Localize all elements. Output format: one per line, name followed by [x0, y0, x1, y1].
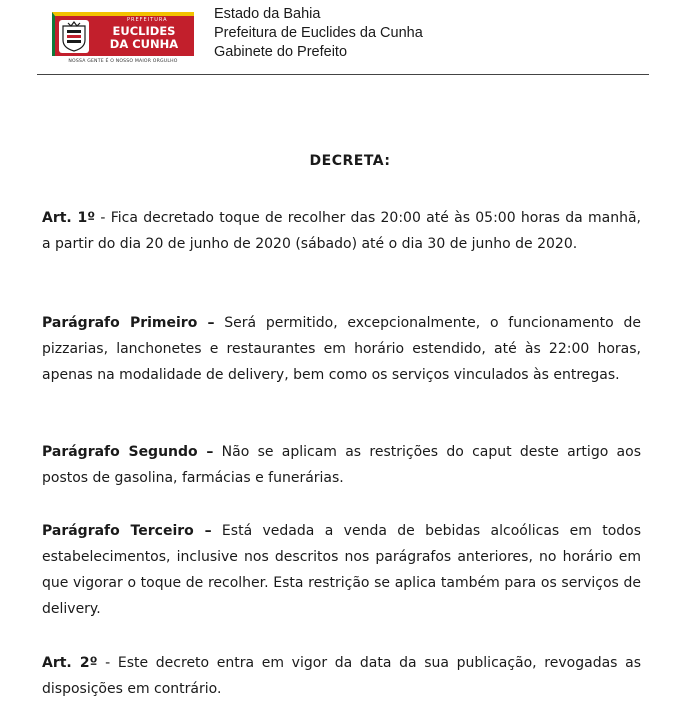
office-name: Gabinete do Prefeito — [214, 44, 348, 60]
article-1 — [42, 205, 641, 257]
logo-banner — [52, 12, 194, 56]
decree-heading: DECRETA: — [309, 153, 391, 169]
article-text: Não se aplicam as restrições do caput deste artigo aos postos de gasolina, farmácias e funerárias. — [42, 444, 641, 486]
paragraph-second — [42, 439, 641, 491]
logo-slogan: NOSSA GENTE É O NOSSO MAIOR ORGULHO — [68, 59, 178, 64]
logo-name-line2: DA CUNHA — [109, 37, 179, 51]
logo-name — [95, 25, 193, 51]
paragraph-first — [42, 310, 641, 388]
article-lead: Parágrafo Segundo – — [42, 444, 214, 460]
article-text: Será permitido, excepcionalmente, o funcionamento de pizzarias, lanchonetes e restaurantes em horário estendido, até às 22:00 horas, apenas na modalidade de delivery, bem como os serviços vinculados às entregas. — [42, 315, 641, 383]
article-text: Está vedada a venda de bebidas alcoólicas em todos estabelecimentos, inclusive nos descritos nos parágrafos anteriores, no horário em que vigorar o toque de recolher. Esta restrição se aplica também para os serviços de delivery. — [42, 523, 641, 617]
paragraph-third — [42, 518, 641, 622]
state-name: Estado da Bahia — [214, 6, 321, 22]
article-text: - Fica decretado toque de recolher das 20:00 até às 05:00 horas da manhã, a partir do dia 20 de junho de 2020 (sábado) até o dia 30 de junho de 2020. — [42, 210, 641, 252]
article-lead: Parágrafo Terceiro – — [42, 523, 212, 539]
prefecture-name: Prefeitura de Euclides da Cunha — [214, 25, 423, 41]
article-text: - Este decreto entra em vigor da data da sua publicação, revogadas as disposições em contrário. — [42, 655, 641, 697]
logo-small-text: PREFEITURA — [127, 17, 168, 23]
article-2 — [42, 650, 641, 702]
article-lead: Art. 2º — [42, 655, 98, 671]
prefecture-logo — [52, 12, 194, 68]
article-lead: Art. 1º — [42, 210, 96, 226]
article-lead: Parágrafo Primeiro – — [42, 315, 215, 331]
header-divider — [37, 74, 649, 75]
coat-of-arms-icon — [59, 20, 89, 53]
logo-name-line1: EUCLIDES — [112, 24, 176, 38]
header-text-block — [214, 5, 423, 62]
